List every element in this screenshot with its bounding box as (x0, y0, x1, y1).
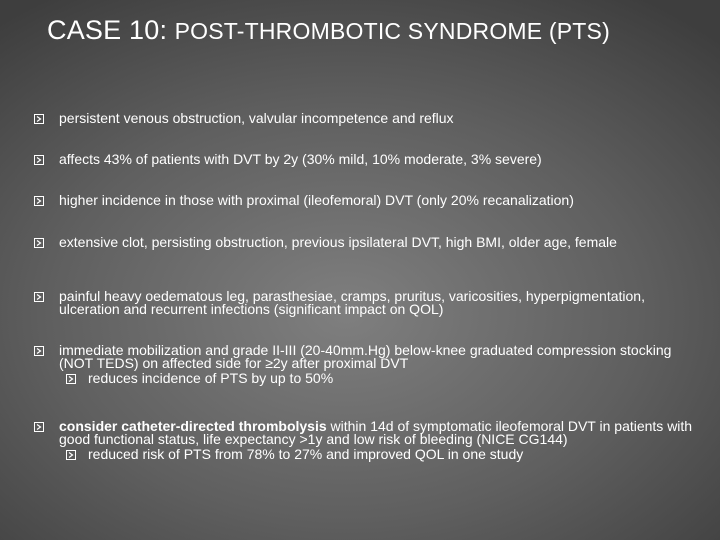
bullet-emphasis: consider catheter-directed thrombolysis (59, 418, 327, 434)
bullet-text: higher incidence in those with proximal (ileofemoral) DVT (only 20% recanalization) (59, 192, 574, 208)
bullet-text-rest: within 14d of symptomatic ileofemoral DVT in patients with good functional status, life expectancy >1y and low risk of bleeding (NICE CG144) (59, 418, 693, 447)
bullet-item (34, 344, 694, 385)
arrow-in-box-icon (66, 450, 76, 460)
arrow-in-box-icon (34, 238, 44, 248)
arrow-in-box-icon (34, 346, 44, 356)
bullet-text: extensive clot, persisting obstruction, previous ipsilateral DVT, high BMI, older age, female (59, 234, 617, 250)
bullet-item (34, 153, 694, 166)
bullet-text (59, 420, 694, 446)
bullet-text: immediate mobilization and grade II-III (20-40mm.Hg) below-knee graduated compression stocking (NOT TEDS) on affected side for ≥2y after proximal DVT (59, 342, 672, 371)
sub-bullet-item (66, 372, 694, 385)
sub-bullet-text: reduced risk of PTS from 78% to 27% and improved QOL in one study (88, 446, 524, 462)
sub-bullet-text: reduces incidence of PTS by up to 50% (88, 370, 334, 386)
bullet-text: affects 43% of patients with DVT by 2y (30% mild, 10% moderate, 3% severe) (59, 151, 542, 167)
bullet-item (34, 290, 694, 316)
bullet-item (34, 112, 694, 125)
arrow-in-box-icon (34, 114, 44, 124)
arrow-in-box-icon (34, 155, 44, 165)
bullet-item (34, 420, 694, 461)
bullet-text: painful heavy oedematous leg, parasthesiae, cramps, pruritus, varicosities, hyperpigmentation, ulceration and recurrent infections (significant impact on QOL) (59, 288, 645, 317)
arrow-in-box-icon (66, 374, 76, 384)
title-topic: POST-THROMBOTIC SYNDROME (PTS) (174, 18, 610, 44)
arrow-in-box-icon (34, 292, 44, 302)
bullet-item (34, 194, 694, 207)
bullet-item (34, 236, 694, 249)
arrow-in-box-icon (34, 422, 44, 432)
arrow-in-box-icon (34, 196, 44, 206)
sub-bullet-item (66, 448, 694, 461)
bullet-text: persistent venous obstruction, valvular incompetence and reflux (59, 110, 454, 126)
title-case-label: CASE 10: (47, 15, 168, 45)
